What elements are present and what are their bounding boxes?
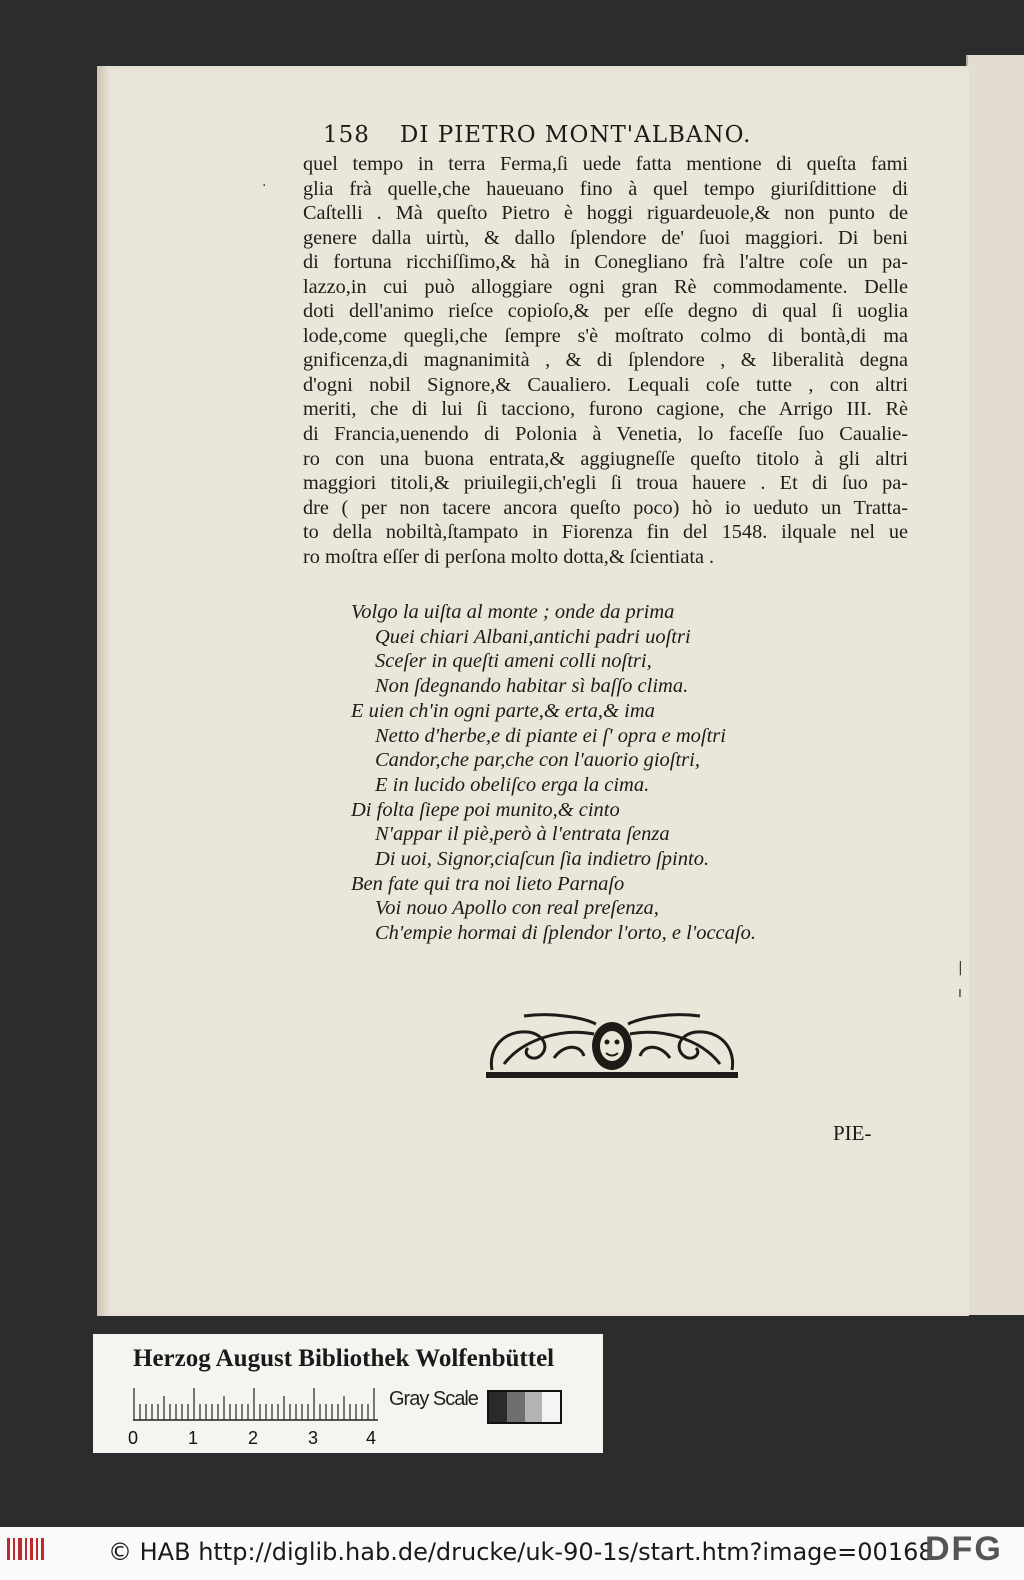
poem-line: Ben fate qui tra noi lieto Parnaſo <box>351 872 625 895</box>
prose-line: to della nobiltà,ſtampato in Fiorenza fin del 1548. ilquale nel ue <box>303 521 908 544</box>
prose-line: doti dell'animo rieſce copioſo,& per eſſe degno di qual ſi uoglia <box>303 300 908 323</box>
source-url[interactable]: © HAB http://diglib.hab.de/drucke/uk-90-1s/start.htm?image=00168 <box>108 1538 934 1566</box>
poem-line: Ch'empie hormai di ſplendor l'orto, e l'occaſo. <box>375 922 756 945</box>
prose-line: genere dalla uirtù, & dallo ſplendore de' ſuoi maggiori. Di beni <box>303 226 908 249</box>
catchword: PIE- <box>833 1121 872 1145</box>
poem-line: Quei chiari Albani,antichi padri uoſtri <box>375 625 691 648</box>
ruler-number: 1 <box>188 1428 199 1448</box>
poem-line: Di folta ſiepe poi munito,& cinto <box>351 798 620 821</box>
prose-line: lazzo,in cui può alloggiare ogni gran Rè commodamente. Delle <box>303 275 908 298</box>
page-number: 158 <box>323 122 370 148</box>
poem-line: Volgo la uiſta al monte ; onde da prima <box>351 601 675 623</box>
sonnet <box>351 600 756 946</box>
prose-line: ro moſtra eſſer di perſona molto dotta,& ſcientiata . <box>303 545 715 568</box>
prose-line: gnificenza,di magnanimità , & di ſplendore , & liberalità degna <box>303 349 908 372</box>
library-name: Herzog August Bibliothek Wolfenbüttel <box>133 1345 555 1372</box>
running-title: DI PIETRO MONT'ALBANO. <box>399 122 752 148</box>
poem-line: N'appar il piè,però à l'entrata ſenza <box>375 823 670 846</box>
poem-line: E uien ch'in ogni parte,& erta,& ima <box>351 699 655 722</box>
gray-scale-strip <box>487 1390 562 1424</box>
prose-block <box>303 152 908 569</box>
ruler-scale-icon <box>133 1384 378 1424</box>
ruler-number: 4 <box>366 1428 377 1448</box>
prose-line: ro con una buona entrata,& aggiugneſſe queſto titolo à gli altri <box>303 447 908 470</box>
next-page-edge <box>966 55 1024 1315</box>
ruler-number: 3 <box>308 1428 319 1448</box>
poem-line: E in lucido obeliſco erga la cima. <box>375 773 650 796</box>
prose-line: di Francia,uenendo di Polonia à Venetia, lo faceſſe ſuo Caualie- <box>303 423 908 446</box>
margin-mark: · <box>262 178 267 194</box>
prose-line: d'ogni nobil Signore,& Caualiero. Lequali coſe tutte , con altri <box>303 373 908 396</box>
barcode-icon <box>6 1535 46 1563</box>
gray-scale-label: Gray Scale <box>389 1388 478 1410</box>
gray-swatch <box>507 1392 525 1422</box>
prose-line: Caſtelli . Mà queſto Pietro è hoggi riguardeuole,& non punto de <box>303 202 908 225</box>
poem-line: Netto d'herbe,e di piante ei ſ' opra e moſtri <box>375 724 726 747</box>
gray-swatch <box>489 1392 507 1422</box>
ornament-icon <box>484 1008 740 1080</box>
prose-line: maggiori titoli,& priuilegii,ch'egli ſi troua hauere . Et di ſuo pa- <box>303 472 908 495</box>
ruler-number: 0 <box>128 1428 139 1448</box>
poem-line: Sceſer in queſti ameni colli noſtri, <box>375 650 652 673</box>
prose-line: quel tempo in terra Ferma,ſi uede fatta mentione di queſta fami <box>303 153 908 175</box>
prose-line: lode,come quegli,che ſempre s'è moſtrato colmo di bontà,di ma <box>303 324 908 347</box>
prose-line: glia frà quelle,che haueuano fino à quel tempo giuriſdittione di <box>303 177 908 200</box>
dfg-logo: DFG <box>925 1530 1003 1568</box>
poem-line: Non ſdegnando habitar sì baſſo clima. <box>375 675 689 698</box>
poem-line: Candor,che par,che con l'auorio gioſtri, <box>375 749 700 772</box>
page-gutter <box>97 66 111 1316</box>
ruler-number: 2 <box>248 1428 259 1448</box>
prose-line: dre ( per non tacere ancora queſto poco) hò io ueduto un Tratta- <box>303 496 908 519</box>
poem-line: Di uoi, Signor,ciaſcun ſia indietro ſpinto. <box>375 848 710 871</box>
prose-line: meriti, che di lui ſi tacciono, furono cagione, che Arrigo III. Rè <box>303 398 908 421</box>
poem-line: Voi nouo Apollo con real preſenza, <box>375 897 659 920</box>
page-header <box>323 122 923 148</box>
gray-swatch <box>525 1392 543 1422</box>
margin-mark: | <box>958 960 963 976</box>
prose-line: di fortuna ricchiſſimo,& hà in Conegliano frà l'altre coſe un pa- <box>303 251 908 274</box>
gray-swatch <box>542 1392 560 1422</box>
margin-mark: ı <box>958 985 962 1001</box>
